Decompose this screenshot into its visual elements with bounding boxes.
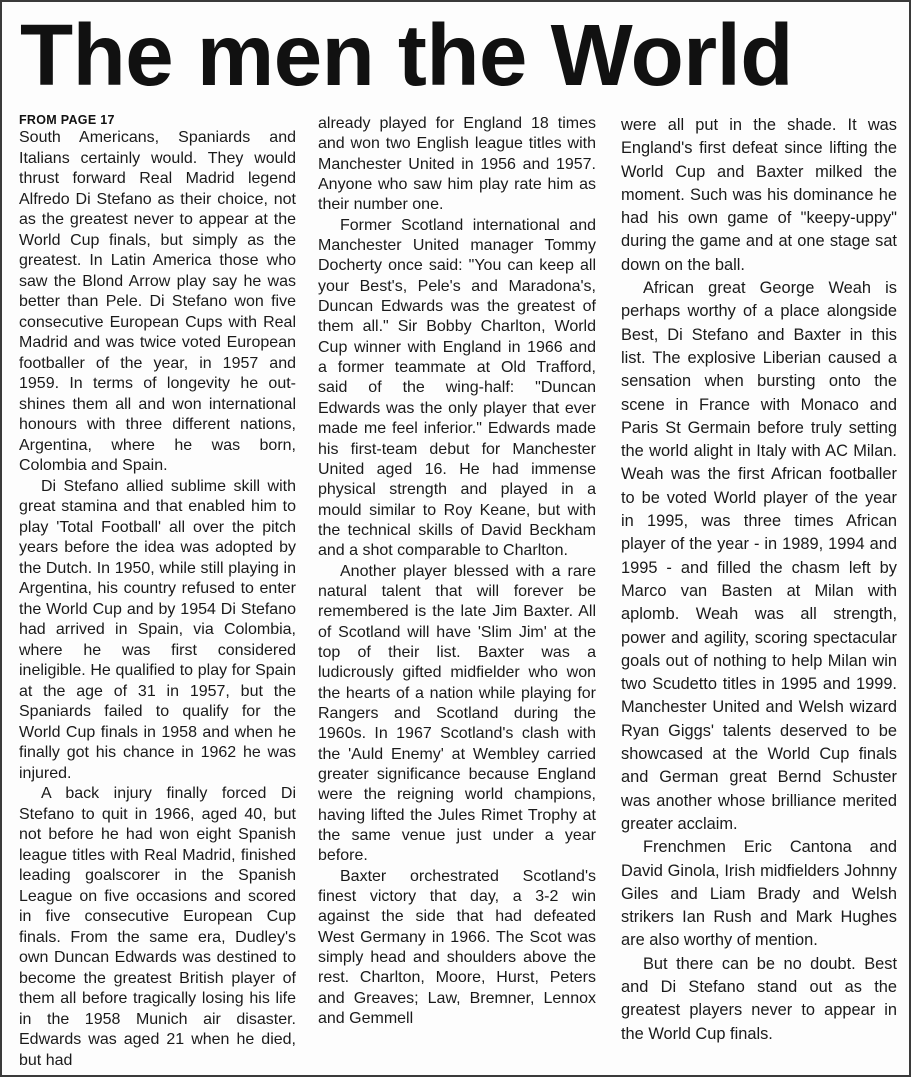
article-column-2	[318, 114, 596, 1029]
article-column-3	[621, 114, 897, 1046]
paragraph: South Americans, Spaniards and Italians certainly would. They would thrust forward Real Madrid legend Alfredo Di Stefano as their choice, not as the greatest never to appear at the World Cup finals, but simply as the greatest. In Latin America those who saw the Blond Arrow play say he was better than Pele. Di Stefano won five consecutive European Cups with Real Madrid and was twice voted European footballer of the year, in 1957 and 1959. In terms of longevity he outshines them all and won international honours with three different nations, Argentina, where he was born, Colombia and Spain.	[19, 129, 296, 474]
continued-from-label: FROM PAGE 17	[19, 113, 115, 127]
paragraph: Another player blessed with a rare natural talent that will forever be remembered is the late Jim Baxter. All of Scotland will have 'Slim Jim' at the top of their list. Baxter was a ludicrously gifted midfielder who won the hearts of a nation while playing for Rangers and Scotland during the 1960s. In 1967 Scotland's clash with the 'Auld Enemy' at Wembley carried greater significance because England were the reigning world champions, having lifted the Jules Rimet Trophy at the same venue just under a year before.	[318, 562, 596, 865]
paragraph: African great George Weah is perhaps worthy of a place alongside Best, Di Stefano and Baxter in this list. The explosive Liberian caused a sensation when bursting onto the scene in France with Monaco and Paris St Germain before truly setting the world alight in Italy with AC Milan. Weah was the first African footballer to be voted World player of the year in 1995, was three times African player of the year - in 1989, 1994 and 1995 - and filled the chasm left by Marco van Basten at Milan with aplomb. Weah was all strength, power and agility, scoring spectacular goals out of nothing to help Milan win two Scudetto titles in 1995 and 1999. Manchester United and Welsh wizard Ryan Giggs' talents deserved to be showcased at the World Cup finals and German great Bernd Schuster was another whose brilliance merited greater acclaim.	[621, 279, 897, 833]
paragraph: already played for England 18 times and won two English league titles with Manchester United in 1956 and 1957. Anyone who saw him play rate him as their number one.	[318, 115, 596, 214]
article-column-1	[19, 114, 296, 1071]
headline: The men the World	[20, 7, 793, 104]
paragraph: Frenchmen Eric Cantona and David Ginola, Irish midfielders Johnny Giles and Liam Brady and Welsh strikers Ian Rush and Mark Hughes are also worthy of mention.	[621, 838, 897, 950]
paragraph: But there can be no doubt. Best and Di Stefano stand out as the greatest players never to appear in the World Cup finals.	[621, 954, 897, 1043]
paragraph: Former Scotland international and Manchester United manager Tommy Docherty once said: "You can keep all your Best's, Pele's and Maradona's, Duncan Edwards was the greatest of them all." Sir Bobby Charlton, World Cup winner with England in 1966 and a former teammate at Old Trafford, said of the wing-half: "Duncan Edwards was the only player that ever made me feel inferior." Edwards made his first-team debut for Manchester United aged 16. He had immense physical strength and played in a mould similar to Roy Keane, but with the technical skills of David Beckham and a shot comparable to Charlton.	[318, 216, 596, 560]
paragraph: were all put in the shade. It was England's first defeat since lifting the World Cup and Baxter milked the moment. Such was his dominance he had his own game of "keepy-uppy" during the game and at one stage sat down on the ball.	[621, 116, 897, 274]
paragraph: Di Stefano allied sublime skill with great stamina and that enabled him to play 'Total Football' all over the pitch years before the idea was adopted by the Dutch. In 1950, while still playing in Argentina, his country refused to enter the World Cup and by 1954 Di Stefano had arrived in Spain, via Colombia, where he was first considered ineligible. He qualified to play for Spain at the age of 31 in 1957, but the Spaniards failed to qualify for the World Cup finals in 1958 and when he finally got his chance in 1962 he was injured.	[19, 477, 296, 782]
paragraph: A back injury finally forced Di Stefano to quit in 1966, aged 40, but not before he had won eight Spanish league titles with Real Madrid, finished leading goalscorer in the Spanish League on five occasions and scored in five consecutive European Cup finals. From the same era, Dudley's own Duncan Edwards was destined to become the greatest British player of them all before tragically losing his life in the 1958 Munich air disaster. Edwards was aged 21 when he died, but had	[19, 785, 296, 1069]
paragraph: Baxter orchestrated Scotland's finest victory that day, a 3-2 win against the side that had defeated West Germany in 1966. The Scot was simply head and shoulders above the rest. Charlton, Moore, Hurst, Peters and Greaves; Law, Bremner, Lennox and Gemmell	[318, 867, 596, 1028]
